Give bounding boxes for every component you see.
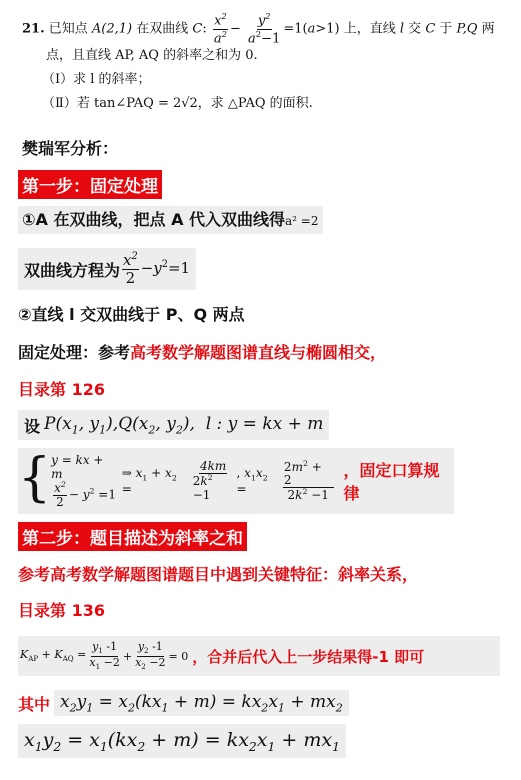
problem-line-2: 点，且直线 AP, AQ 的斜率之和为 0. <box>46 48 258 64</box>
fraction: $\frac{2m^2 + 2}{2k^2 -1}$ <box>283 460 334 503</box>
catalog-126: 目录第 126 <box>18 380 105 399</box>
fraction: $\frac{y^2}{a^2-1}$ <box>248 11 281 46</box>
problem-number: 21. <box>22 21 45 37</box>
hyperbola-equation: 双曲线方程为 $\frac{x^2}{2}$ $-y^2=1$ <box>18 248 196 290</box>
catalog-136: 目录第 136 <box>18 601 105 620</box>
fraction: $\frac{x^2}{a^2}$ <box>213 11 227 46</box>
step1-label: 第一步：固定处理 <box>18 170 162 199</box>
question-2: （Ⅱ）若 tan∠PAQ = 2√2，求 △PAQ 的面积. <box>42 96 313 112</box>
fraction: $\frac{y_2 -1}{x_2 -2}$ <box>135 640 166 671</box>
brace-icon: { <box>18 448 52 508</box>
expansion-2: $x_1y_2 = x_1(kx_2 + m) = kx_2x_1 + mx_1$ <box>18 724 346 758</box>
set-points: 设 $P(x_1$, $y_1),Q(x_2$, $y_2$), l : y = kx + m <box>18 410 329 440</box>
step1-item1: ①A 在双曲线，把点 A 代入双曲线得a² =2 <box>18 206 323 234</box>
fraction: $\frac{4km}{2k^2 -1}$ <box>192 459 227 502</box>
problem-line-1: 21. 已知点 A(2,1) 在双曲线 C: $\frac{x^2}{a^2}$ − $\frac{y^2}{a^2-1}$ =1(a>1) 上，直线 l 交 C 于 P,Q 两 <box>22 11 495 46</box>
slope-sum: $K_{AP} + K_{AQ}$ = $\frac{y_1 -1}{x_1 -2}$ + $\frac{y_2 -1}{x_2 -2}$ = 0 ，合并后代入上一步结果得-1 即可 <box>18 636 500 676</box>
fixed-treatment: 固定处理：参考高考数学解题图谱直线与椭圆相交， <box>18 343 387 362</box>
fraction: $\frac{x^2}{2}$ <box>54 479 66 509</box>
fraction: $\frac{x^2}{2}$ <box>123 251 138 287</box>
step2-label: 第二步：题目描述为斜率之和 <box>18 522 247 551</box>
problem-statement <box>22 12 512 114</box>
system-equations: { y = kx + m $\frac{x^2}{2}$ − $y^2 =1$ ⇒ $x_1 + x_2$ = $\frac{4km}{2k^2 -1}$ , $x_1x_2$ = $\frac{2m^2 + 2}{2k^2 -1}$ ，固定口算规律 <box>18 448 454 514</box>
expansion-1: 其中 $x_2y_1 = x_2(kx_1 + m) = kx_2x_1 + mx_2$ <box>18 688 349 718</box>
fraction: $\frac{y_1 -1}{x_1 -2}$ <box>89 640 120 671</box>
step1-item2: ②直线 l 交双曲线于 P、Q 两点 <box>18 305 245 324</box>
question-1: （Ⅰ）求 l 的斜率； <box>42 72 151 88</box>
step2-reference: 参考高考数学解题图谱题目中遇到关键特征：斜率关系， <box>18 565 419 584</box>
analysis-title: 樊瑞军分析： <box>22 139 119 158</box>
